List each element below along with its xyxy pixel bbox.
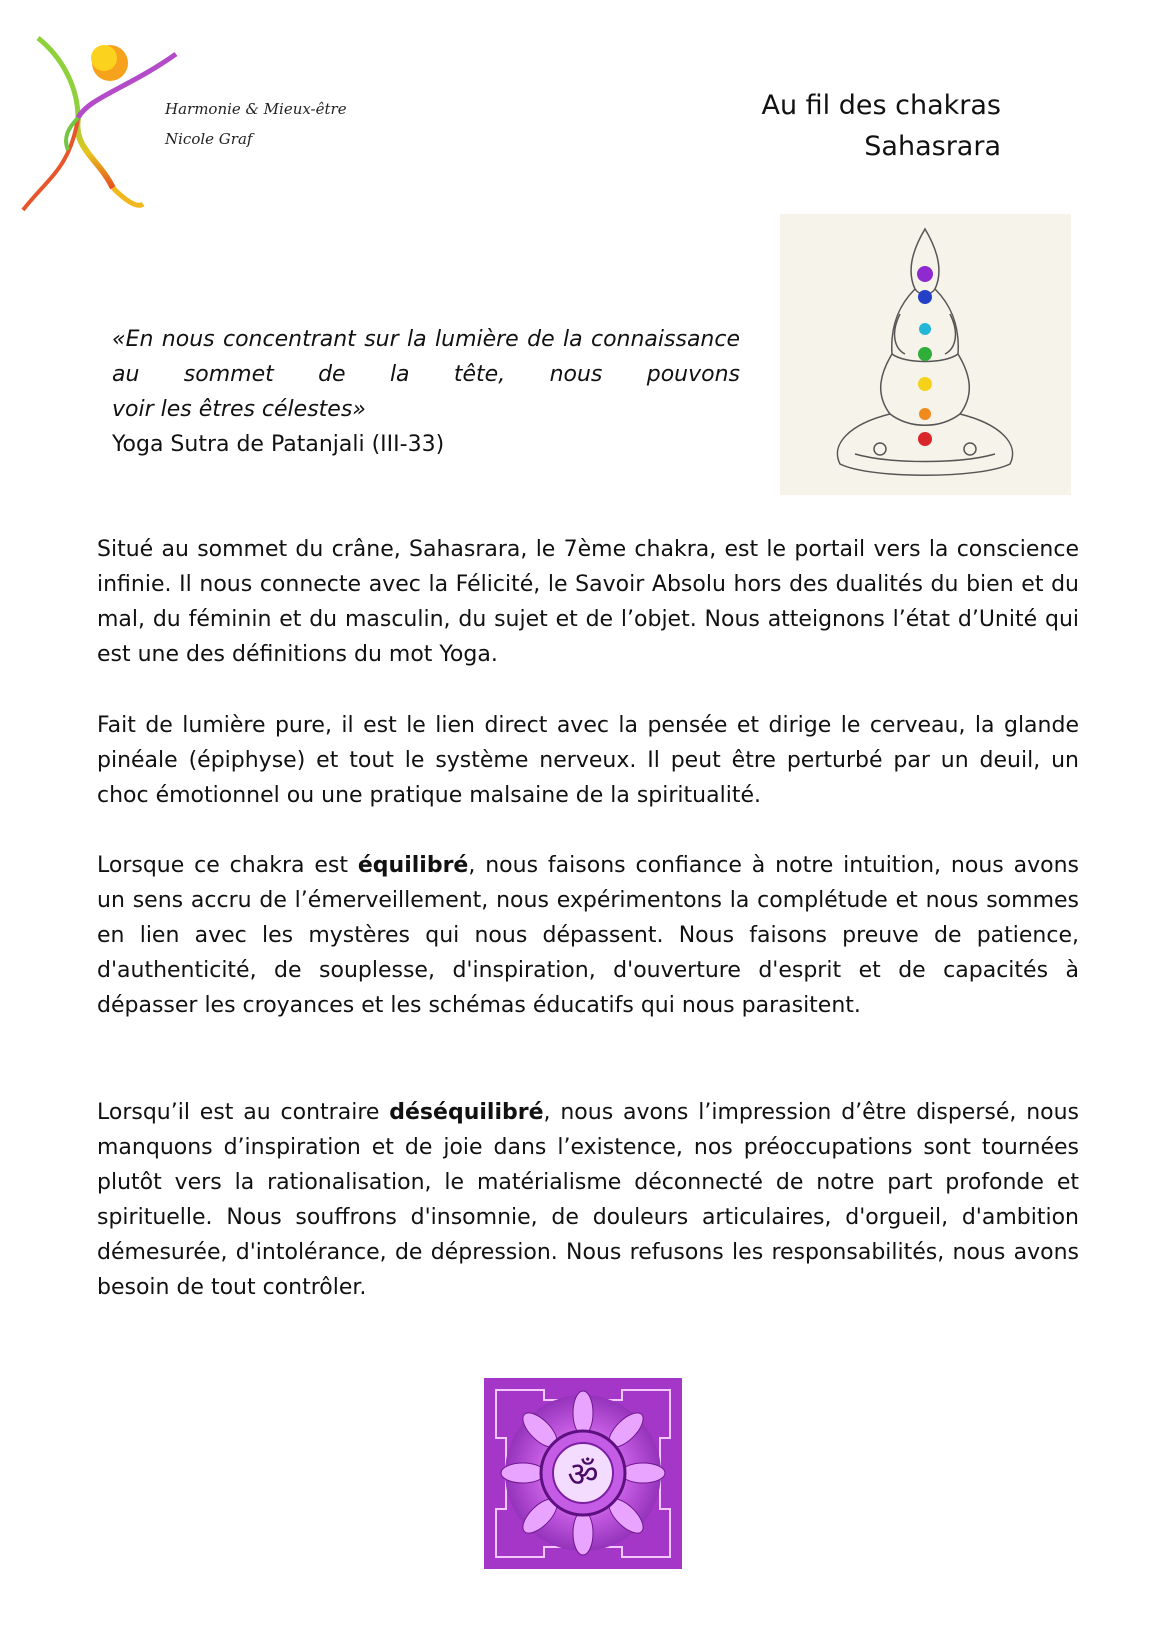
- paragraph-light: Fait de lumière pure, il est le lien direct avec la pensée et dirige le cerveau, la glande pinéale (épiphyse) et tout le système nerveux. Il peut être perturbé par un deuil, un choc émotionnel ou une pratique malsaine de la spiritualité.: [97, 713, 1079, 808]
- paragraph-unbalanced: [97, 1095, 1079, 1305]
- balanced-keyword: équilibré: [357, 853, 469, 878]
- yogi-chakras-illustration: [780, 214, 1071, 495]
- sahasrara-mandala: [484, 1378, 682, 1569]
- harmonie-logo: [18, 28, 188, 218]
- yogi-figure-icon: [780, 214, 1071, 495]
- quote-text-end: voir les êtres célestes»: [112, 397, 366, 422]
- unbalanced-text-start: Lorsqu’il est au contraire: [97, 1100, 390, 1125]
- paragraph-balanced: [97, 848, 1079, 1023]
- paragraph-intro: Situé au sommet du crâne, Sahasrara, le 7ème chakra, est le portail vers la conscience infinie. Il nous connecte avec la Félicité, le Savoir Absolu hors des dualités du bien et du mal, du féminin et du masculin, du sujet et de l’objet. Nous atteignons l’état d’Unité qui est une des définitions du mot Yoga.: [97, 537, 1079, 667]
- opening-quote: [112, 322, 740, 462]
- page-title: Au fil des chakras: [761, 90, 1001, 121]
- balanced-text-end: , nous faisons confiance à notre intuition, nous avons un sens accru de l’émerveillement, nous expérimentons la complétude et nous sommes en lien avec les mystères qui nous dépassent. Nous faisons preuve de patience, d'authenticité, de souplesse, d'inspiration, d'ouverture d'esprit et de capacités à dépasser les croyances et les schémas éducatifs qui nous parasitent.: [97, 853, 1079, 1018]
- balanced-text-start: Lorsque ce chakra est: [97, 853, 358, 878]
- om-mandala-icon: [484, 1378, 682, 1569]
- quote-text: «En nous concentrant sur la lumière de la connaissance au sommet de la tête, nous pouvons: [112, 327, 740, 387]
- unbalanced-text-end: , nous avons l’impression d’être dispersé, nous manquons d’inspiration et de joie dans l’existence, nos préoccupations sont tournées plutôt vers la rationalisation, le matérialisme déconnecté de notre part profonde et spirituelle. Nous souffrons d'insomnie, de douleurs articulaires, d'orgueil, d'ambition démesurée, d'intolérance, de dépression. Nous refusons les responsabilités, nous avons besoin de tout contrôler.: [97, 1100, 1080, 1300]
- brand-name: Harmonie & Mieux-être: [165, 100, 347, 118]
- unbalanced-keyword: déséquilibré: [389, 1100, 544, 1125]
- brand-author: Nicole Graf: [165, 130, 253, 148]
- page-subtitle: Sahasrara: [864, 131, 1001, 162]
- quote-source: Yoga Sutra de Patanjali (III-33): [112, 432, 445, 457]
- svg-text:ॐ: ॐ: [567, 1455, 599, 1495]
